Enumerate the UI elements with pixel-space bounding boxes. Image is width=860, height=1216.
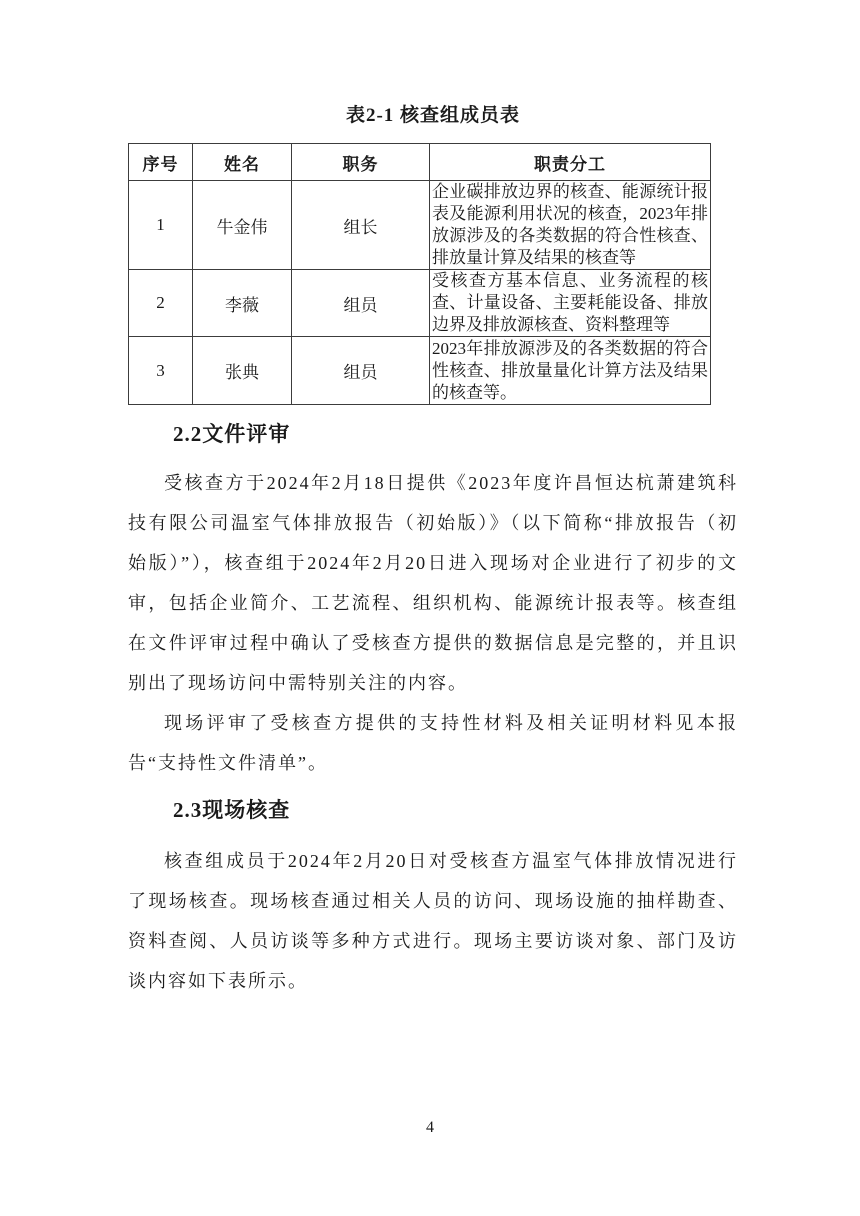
paragraph-document-review-2: 现场评审了受核查方提供的支持性材料及相关证明材料见本报告“支持性文件清单”。 [128, 713, 738, 773]
column-header-name: 姓名 [193, 144, 292, 181]
section-heading-2-2: 2.2文件评审 [173, 422, 291, 446]
page-number: 4 [426, 1119, 434, 1136]
cell-name: 李薇 [193, 270, 292, 337]
column-header-role: 职务 [292, 144, 430, 181]
cell-duty: 2023年排放源涉及的各类数据的符合性核查、排放量量化计算方法及结果的核查等。 [430, 337, 711, 405]
table-header-row [129, 144, 711, 181]
cell-duty: 受核查方基本信息、业务流程的核查、计量设备、主要耗能设备、排放边界及排放源核查、资料整理等 [430, 270, 711, 337]
column-header-no: 序号 [129, 144, 193, 181]
cell-duty: 企业碳排放边界的核查、能源统计报表及能源利用状况的核查，2023年排放源涉及的各类数据的符合性核查、排放量计算及结果的核查等 [430, 181, 711, 270]
cell-no: 3 [129, 337, 193, 405]
table-row [129, 337, 711, 405]
cell-role: 组员 [292, 270, 430, 337]
cell-no: 2 [129, 270, 193, 337]
document-content [128, 104, 738, 1001]
cell-name: 牛金伟 [193, 181, 292, 270]
table-row [129, 270, 711, 337]
verification-team-table [128, 143, 711, 405]
paragraph-onsite-verification: 核查组成员于2024年2月20日对受核查方温室气体排放情况进行了现场核查。现场核查通过相关人员的访问、现场设施的抽样勘查、资料查阅、人员访谈等多种方式进行。现场主要访谈对象、部门及访谈内容如下表所示。 [128, 851, 738, 991]
cell-role: 组员 [292, 337, 430, 405]
cell-name: 张典 [193, 337, 292, 405]
section-heading-2-3: 2.3现场核查 [173, 798, 291, 822]
cell-role: 组长 [292, 181, 430, 270]
paragraph-document-review-1: 受核查方于2024年2月18日提供《2023年度许昌恒达杭萧建筑科技有限公司温室气体排放报告（初始版）》（以下简称“排放报告（初始版）”），核查组于2024年2月20日进入现场对企业进行了初步的文审，包括企业简介、工艺流程、组织机构、能源统计报表等。核查组在文件评审过程中确认了受核查方提供的数据信息是完整的，并且识别出了现场访问中需特别关注的内容。 [128, 473, 738, 693]
table-row [129, 181, 711, 270]
cell-no: 1 [129, 181, 193, 270]
column-header-duty: 职责分工 [430, 144, 711, 181]
table-caption: 表2-1 核查组成员表 [345, 105, 521, 126]
